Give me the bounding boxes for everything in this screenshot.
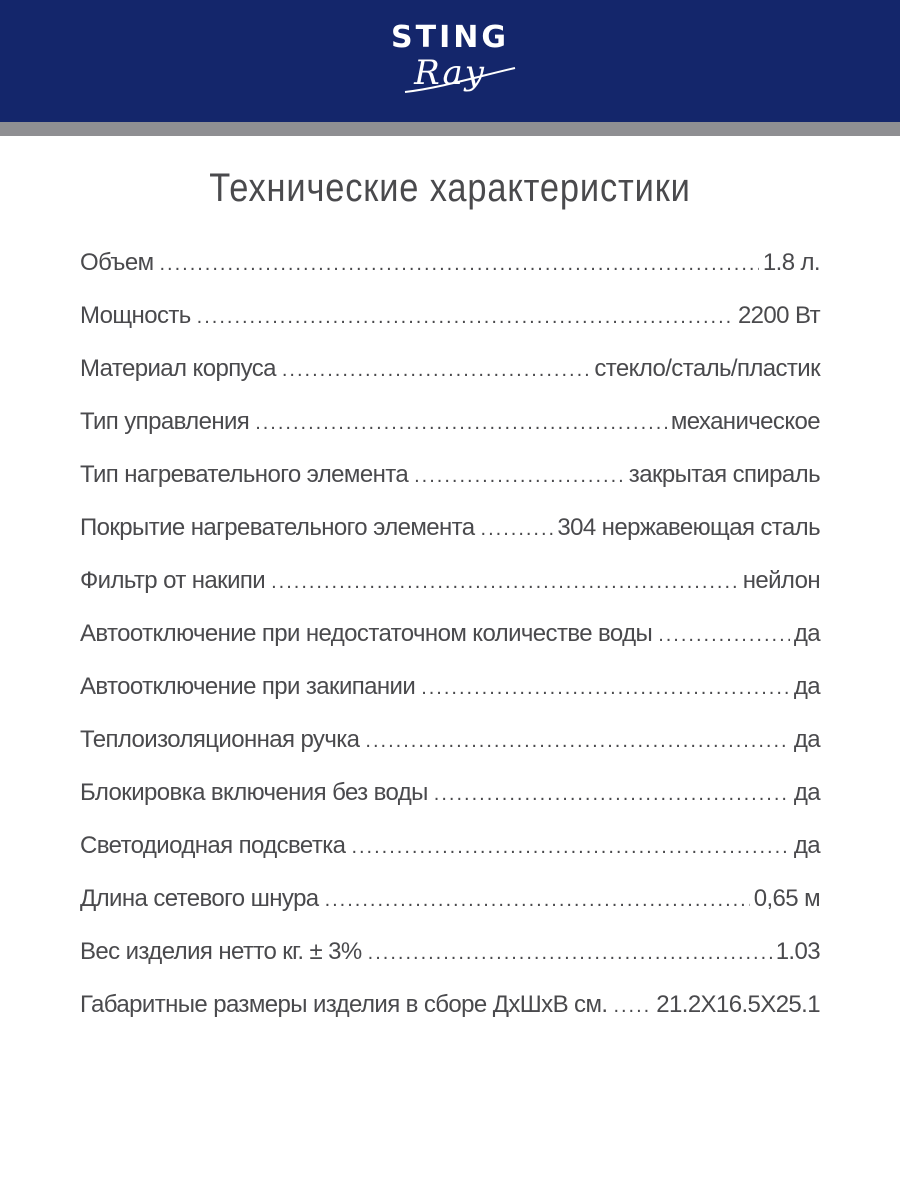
spec-value: да [793, 620, 820, 647]
brand-logo-script: Ray [414, 53, 486, 93]
logo-swash-icon [400, 62, 520, 102]
spec-value: да [793, 832, 820, 859]
spec-label: Материал корпуса [80, 355, 276, 382]
spec-value: да [793, 673, 820, 700]
spec-label: Объем [80, 249, 154, 276]
spec-row [80, 713, 820, 766]
page-title: Технические характеристики [209, 166, 691, 210]
spec-label: Мощность [80, 302, 191, 329]
spec-label: Теплоизоляционная ручка [80, 726, 360, 753]
spec-row [80, 607, 820, 660]
spec-label: Автоотключение при недостаточном количестве воды [80, 620, 653, 647]
spec-label: Фильтр от накипи [80, 567, 266, 594]
spec-row [80, 978, 820, 1031]
spec-value: стекло/сталь/пластик [594, 355, 820, 382]
spec-row [80, 925, 820, 978]
spec-leader-dots [271, 556, 739, 609]
spec-label: Светодиодная подсветка [80, 832, 346, 859]
spec-leader-dots [658, 609, 790, 662]
spec-row [80, 395, 820, 448]
spec-row [80, 501, 820, 554]
spec-value: закрытая спираль [628, 461, 820, 488]
spec-label: Тип нагревательного элемента [80, 461, 409, 488]
spec-row [80, 660, 820, 713]
spec-leader-dots [613, 980, 652, 1033]
spec-value: да [793, 779, 820, 806]
spec-value: 304 нержавеющая сталь [557, 514, 820, 541]
brand-logo: STING [391, 20, 509, 55]
spec-list [80, 236, 820, 1031]
spec-label: Покрытие нагревательного элемента [80, 514, 475, 541]
spec-leader-dots [159, 238, 758, 291]
spec-leader-dots [351, 821, 789, 874]
spec-leader-dots [325, 874, 750, 927]
spec-row [80, 448, 820, 501]
spec-value: 1.8 л. [762, 249, 820, 276]
spec-value: 0,65 м [753, 885, 820, 912]
spec-leader-dots [365, 715, 789, 768]
spec-value: 1.03 [775, 938, 820, 965]
spec-row [80, 819, 820, 872]
spec-leader-dots [421, 662, 790, 715]
spec-label: Автоотключение при закипании [80, 673, 416, 700]
spec-value: да [793, 726, 820, 753]
spec-row [80, 342, 820, 395]
spec-leader-dots [197, 291, 734, 344]
spec-leader-dots [368, 927, 772, 980]
spec-label: Тип управления [80, 408, 250, 435]
spec-leader-dots [434, 768, 790, 821]
spec-leader-dots [282, 344, 591, 397]
spec-value: механическое [670, 408, 820, 435]
spec-label: Вес изделия нетто кг. ± 3% [80, 938, 362, 965]
spec-value: 2200 Вт [737, 302, 820, 329]
spec-label: Длина сетевого шнура [80, 885, 319, 912]
spec-row [80, 766, 820, 819]
spec-value: нейлон [742, 567, 820, 594]
spec-row [80, 554, 820, 607]
spec-leader-dots [414, 450, 625, 503]
spec-value: 21.2X16.5X25.1 [656, 991, 820, 1018]
spec-leader-dots [481, 503, 554, 556]
spec-leader-dots [255, 397, 667, 450]
spec-label: Габаритные размеры изделия в сборе ДхШхВ см. [80, 991, 608, 1018]
spec-label: Блокировка включения без воды [80, 779, 428, 806]
spec-row [80, 236, 820, 289]
spec-row [80, 289, 820, 342]
header-stripe [0, 122, 900, 136]
spec-row [80, 872, 820, 925]
